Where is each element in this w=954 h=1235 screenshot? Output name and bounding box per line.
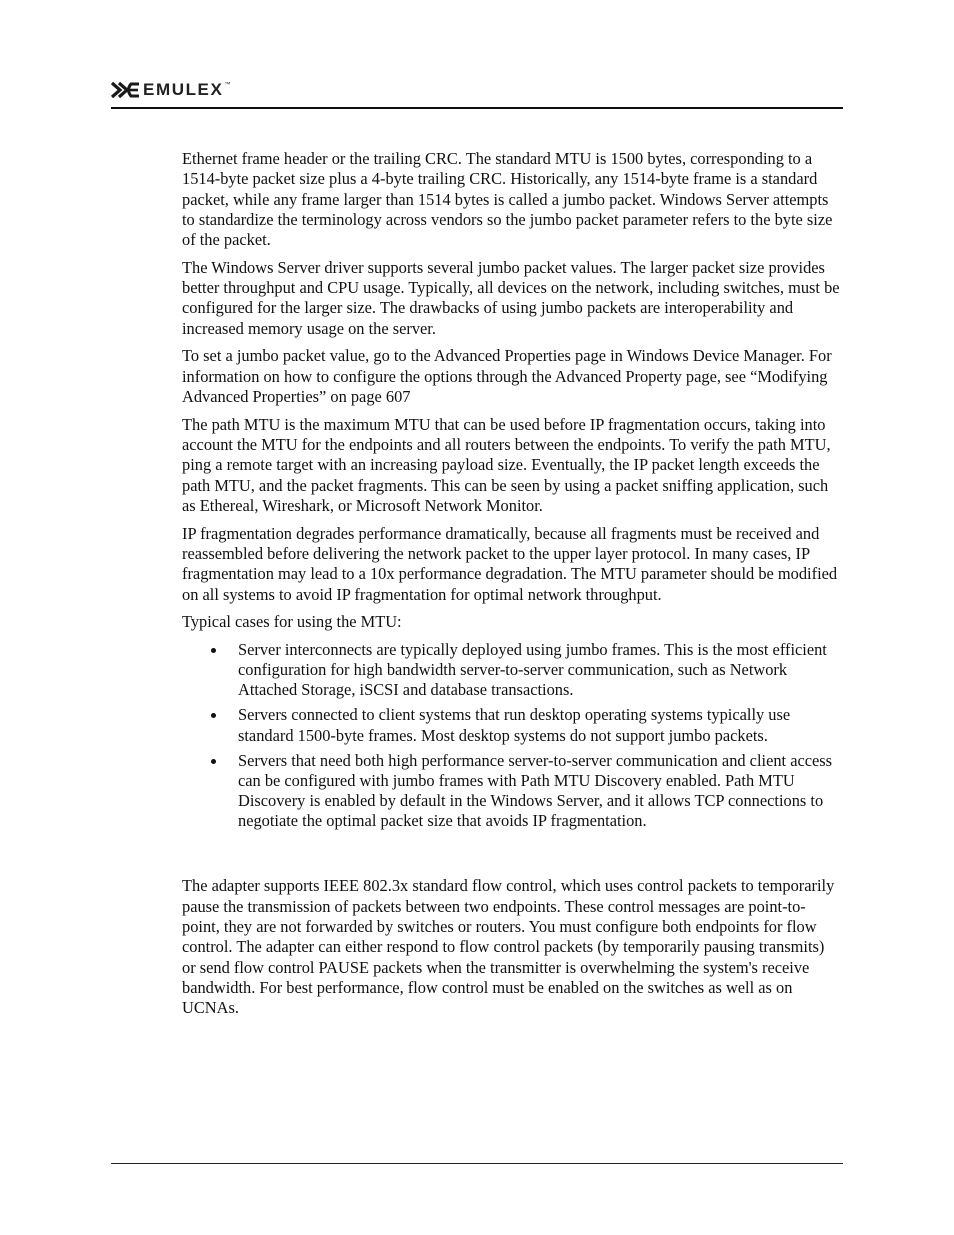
paragraph-driver-jumbo-values: The Windows Server driver supports several jumbo packet values. The larger packet size provides better throughput and CPU usage. Typically, all devices on the network, including switches, must be configured for the larger size. The drawbacks of using jumbo packets are interoperability and increased memory usage on the server.: [182, 257, 840, 338]
trademark-symbol: ™: [224, 82, 231, 88]
brand-name: EMULEX: [143, 80, 224, 99]
paragraph-path-mtu: The path MTU is the maximum MTU that can be used before IP fragmentation occurs, taking into account the MTU for the endpoints and all routers between the endpoints. To verify the path MTU, ping a remote target with an increasing payload size. Eventually, the IP packet length exceeds the path MTU, and the packet fragments. This can be seen by using a packet sniffing application, such as Ethereal, Wireshark, or Microsoft Network Monitor.: [182, 414, 831, 515]
footer-rule: [111, 1163, 843, 1164]
emulex-logo: [111, 80, 230, 100]
emulex-logo-mark-icon: [111, 81, 141, 99]
bullet-icon: [211, 648, 216, 653]
list-item-text: Servers connected to client systems that run desktop operating systems typically use standard 1500-byte frames. Most desktop systems do not support jumbo packets.: [238, 705, 791, 745]
list-item-text: Servers that need both high performance server-to-server communication and client access can be configured with jumbo frames with Path MTU Discovery enabled. Path MTU Discovery is enabled by default in the Windows Server, and it allows TCP connections to negotiate the optimal packet size that avoids IP fragmentation.: [238, 750, 833, 831]
mtu-cases-list: [182, 640, 842, 832]
bullet-icon: [211, 713, 216, 718]
list-item-text: Server interconnects are typically deployed using jumbo frames. This is the most efficient configuration for high bandwidth server-to-server communication, such as Network Attached Storage, iSCSI and database transactions.: [238, 639, 827, 700]
paragraph-typical-cases: Typical cases for using the MTU:: [182, 612, 402, 632]
header-rule: [111, 107, 843, 109]
paragraph-flow-control: The adapter supports IEEE 802.3x standard flow control, which uses control packets to temporarily pause the transmission of packets between two endpoints. These control messages are point-to-point, they are not forwarded by switches or routers. You must configure both endpoints for flow control. The adapter can either respond to flow control packets (by temporarily pausing transmits) or send flow control PAUSE packets when the transmitter is overwhelming the system's receive bandwidth. For best performance, flow control must be enabled on the switches as well as on UCNAs.: [182, 876, 835, 1018]
list-item: [182, 751, 842, 832]
bullet-icon: [211, 759, 216, 764]
paragraph-jumbo-intro: Ethernet frame header or the trailing CRC. The standard MTU is 1500 bytes, corresponding to a 1514-byte packet size plus a 4-byte trailing CRC. Historically, any 1514-byte frame is a standard packet, while any frame larger than 1514 bytes is called a jumbo packet. Windows Server attempts to standardize the terminology across vendors so the jumbo packet parameter refers to the byte size of the packet.: [182, 149, 833, 250]
page-body: [182, 149, 842, 1026]
paragraph-set-jumbo-value: To set a jumbo packet value, go to the Advanced Properties page in Windows Device Manager. For information on how to configure the options through the Advanced Property page, see “Modifying Advanced Properties” on page 607: [182, 346, 832, 407]
list-item: [182, 640, 842, 701]
list-item: [182, 705, 842, 746]
paragraph-ip-fragmentation: IP fragmentation degrades performance dramatically, because all fragments must be received and reassembled before delivering the network packet to the upper layer protocol. In many cases, IP fragmentation may lead to a 10x performance degradation. The MTU parameter should be modified on all systems to avoid IP fragmentation for optimal network throughput.: [182, 523, 838, 604]
section-spacer: [182, 836, 842, 876]
